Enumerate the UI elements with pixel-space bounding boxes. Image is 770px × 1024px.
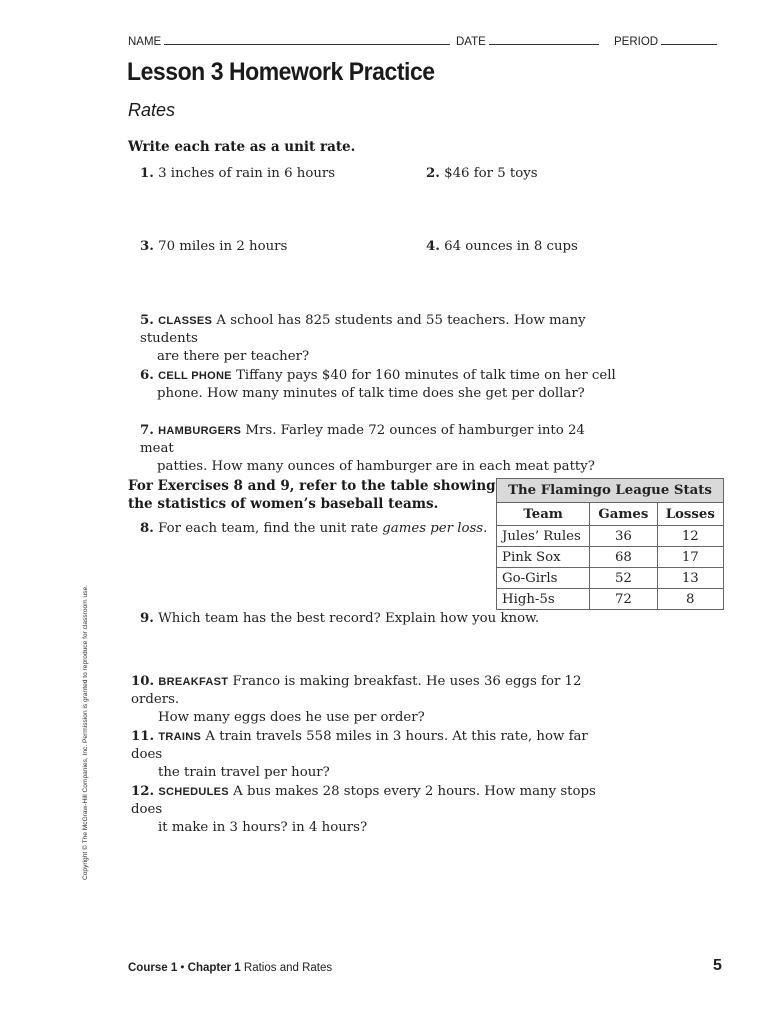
table-header-team: Team bbox=[497, 503, 590, 526]
table-cell-games: 68 bbox=[590, 547, 657, 568]
exercise-2 bbox=[426, 165, 538, 183]
exercise-12 bbox=[131, 783, 611, 837]
footer-chapter: Chapter 1 bbox=[187, 962, 241, 974]
table-cell-team: High-5s bbox=[497, 589, 590, 610]
exercise-text: A train travels 558 miles in 3 hours. At this rate, how far does bbox=[131, 729, 588, 762]
table-cell-losses: 12 bbox=[657, 526, 723, 547]
exercise-text: For each team, find the unit rate bbox=[158, 521, 383, 536]
table-cell-games: 52 bbox=[590, 568, 657, 589]
date-blank bbox=[489, 34, 599, 45]
name-label: NAME bbox=[128, 36, 162, 48]
exercise-number: 5. bbox=[140, 313, 154, 328]
footer bbox=[128, 962, 332, 974]
exercise-text: A bus makes 28 stops every 2 hours. How many stops does bbox=[131, 784, 596, 817]
exercise-8 bbox=[140, 520, 487, 538]
exercise-number: 7. bbox=[140, 423, 154, 438]
footer-chapter-title: Ratios and Rates bbox=[243, 962, 333, 974]
exercise-text: $46 for 5 toys bbox=[444, 166, 538, 181]
exercise-3 bbox=[140, 238, 287, 256]
table-cell-team: Jules’ Rules bbox=[497, 526, 590, 547]
period-field bbox=[614, 34, 717, 48]
exercise-number: 2. bbox=[426, 166, 440, 181]
section2-instruction bbox=[128, 477, 496, 513]
table-row bbox=[497, 589, 724, 610]
exercise-5 bbox=[140, 312, 620, 366]
exercise-number: 11. bbox=[131, 729, 155, 744]
exercise-7 bbox=[140, 422, 620, 476]
exercise-number: 12. bbox=[131, 784, 155, 799]
period-label: PERIOD bbox=[614, 36, 659, 48]
exercise-1 bbox=[140, 165, 335, 183]
exercise-text: Franco is making breakfast. He uses 36 eggs for 12 orders. bbox=[131, 674, 582, 707]
exercise-number: 4. bbox=[426, 239, 440, 254]
exercise-number: 10. bbox=[131, 674, 155, 689]
exercise-text: 64 ounces in 8 cups bbox=[444, 239, 578, 254]
table-header-games: Games bbox=[590, 503, 657, 526]
exercise-tag: SCHEDULES bbox=[158, 786, 229, 798]
exercise-text-emphasis: games per loss bbox=[382, 521, 484, 536]
exercise-9 bbox=[140, 610, 539, 628]
table-row bbox=[497, 568, 724, 589]
name-blank bbox=[164, 34, 450, 45]
exercise-text: A school has 825 students and 55 teachers. How many students bbox=[140, 313, 586, 346]
flamingo-league-table bbox=[496, 478, 724, 610]
copyright-notice: Copyright © The McGraw-Hill Companies, Inc. Permission is granted to reproduce for classroom use. bbox=[82, 585, 89, 880]
table-cell-losses: 17 bbox=[657, 547, 723, 568]
footer-bullet: • bbox=[180, 962, 185, 974]
exercise-number: 9. bbox=[140, 611, 154, 626]
table-cell-losses: 13 bbox=[657, 568, 723, 589]
exercise-text: Tiffany pays $40 for 160 minutes of talk time on her cell bbox=[236, 368, 616, 383]
page-number: 5 bbox=[713, 957, 722, 974]
table-header-losses: Losses bbox=[657, 503, 723, 526]
exercise-text: Mrs. Farley made 72 ounces of hamburger into 24 meat bbox=[140, 423, 585, 456]
table-row bbox=[497, 547, 724, 568]
exercise-text: Which team has the best record? Explain how you know. bbox=[158, 611, 540, 626]
name-field bbox=[128, 34, 450, 48]
exercise-text-end: . bbox=[483, 521, 488, 536]
exercise-text-line2: are there per teacher? bbox=[157, 349, 310, 364]
table-cell-team: Pink Sox bbox=[497, 547, 590, 568]
exercise-number: 6. bbox=[140, 368, 154, 383]
exercise-11 bbox=[131, 728, 611, 782]
table-caption: The Flamingo League Stats bbox=[497, 479, 724, 503]
section1-instruction: Write each rate as a unit rate. bbox=[128, 139, 356, 155]
exercise-number: 1. bbox=[140, 166, 154, 181]
exercise-tag: TRAINS bbox=[158, 731, 202, 743]
table-cell-losses: 8 bbox=[657, 589, 723, 610]
exercise-text-line2: How many eggs does he use per order? bbox=[158, 710, 425, 725]
page-subtitle: Rates bbox=[128, 100, 176, 120]
exercise-number: 3. bbox=[140, 239, 154, 254]
date-field bbox=[456, 34, 599, 48]
table-cell-team: Go-Girls bbox=[497, 568, 590, 589]
exercise-tag: HAMBURGERS bbox=[158, 425, 242, 437]
footer-course: Course 1 bbox=[128, 962, 178, 974]
exercise-text-line2: phone. How many minutes of talk time does she get per dollar? bbox=[157, 386, 585, 401]
exercise-tag: BREAKFAST bbox=[158, 676, 229, 688]
exercise-text: 70 miles in 2 hours bbox=[158, 239, 288, 254]
exercise-text-line2: patties. How many ounces of hamburger are in each meat patty? bbox=[157, 459, 595, 474]
exercise-tag: CLASSES bbox=[158, 315, 213, 327]
exercise-text-line2: it make in 3 hours? in 4 hours? bbox=[158, 820, 368, 835]
section2-instruction-line2: the statistics of women’s baseball teams. bbox=[128, 496, 439, 512]
page-title: Lesson 3 Homework Practice bbox=[127, 58, 435, 86]
table-row bbox=[497, 526, 724, 547]
exercise-text-line2: the train travel per hour? bbox=[158, 765, 330, 780]
exercise-10 bbox=[131, 673, 611, 727]
date-label: DATE bbox=[456, 36, 486, 48]
exercise-text: 3 inches of rain in 6 hours bbox=[158, 166, 336, 181]
table-cell-games: 36 bbox=[590, 526, 657, 547]
exercise-4 bbox=[426, 238, 578, 256]
section2-instruction-line1: For Exercises 8 and 9, refer to the table showing bbox=[128, 478, 496, 494]
exercise-6 bbox=[140, 367, 620, 403]
period-blank bbox=[661, 34, 717, 45]
exercise-number: 8. bbox=[140, 521, 154, 536]
exercise-tag: CELL PHONE bbox=[158, 370, 232, 382]
table-cell-games: 72 bbox=[590, 589, 657, 610]
